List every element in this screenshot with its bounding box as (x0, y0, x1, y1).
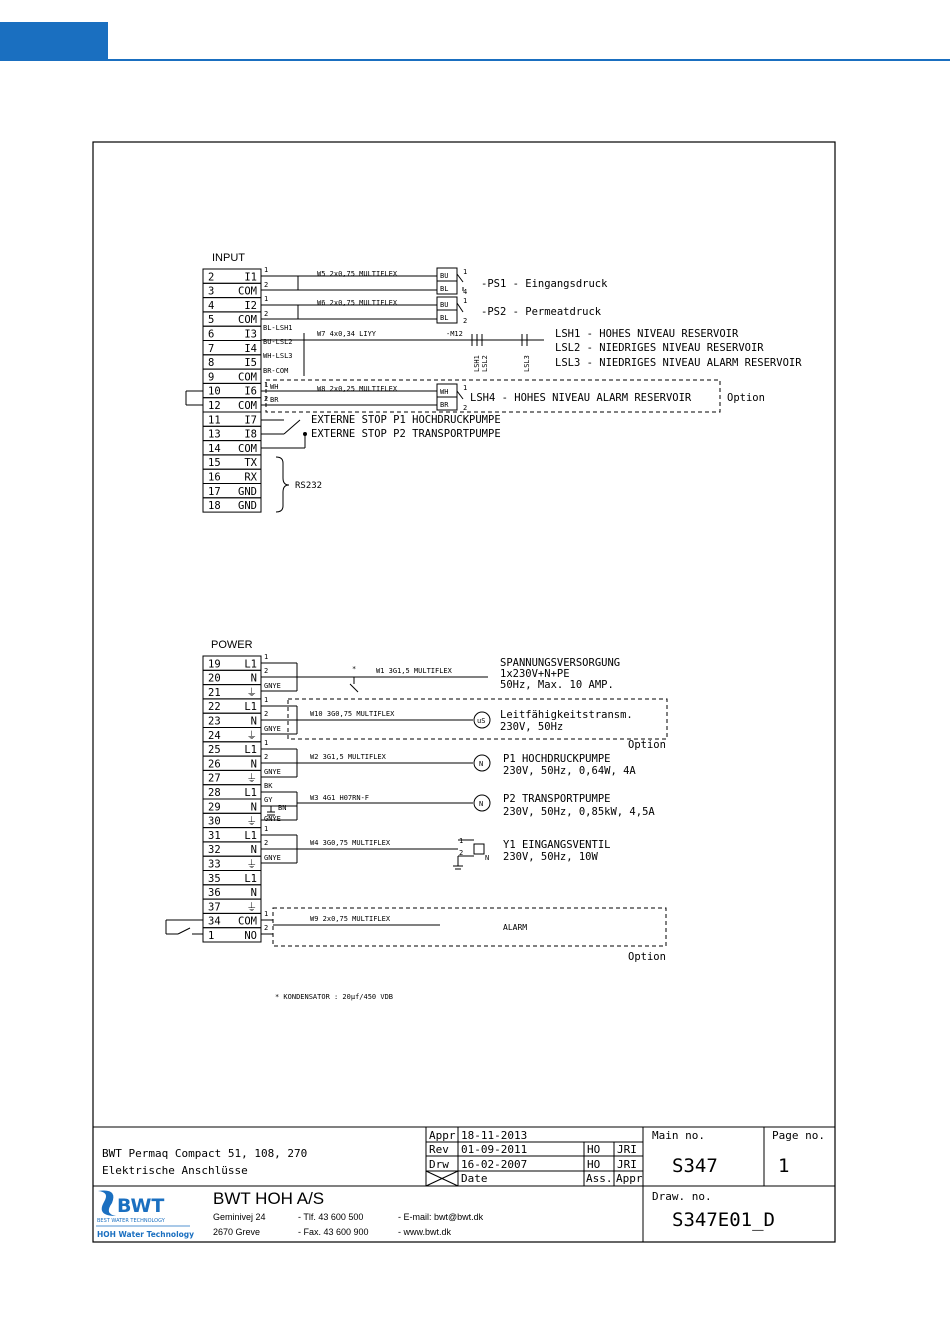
tag-bl: BL (440, 285, 449, 293)
svg-text:Appr: Appr (616, 1172, 643, 1185)
svg-text:GY: GY (264, 796, 273, 804)
power-terminal-name: ⏚ (246, 858, 257, 871)
svg-text:JRI: JRI (617, 1143, 637, 1156)
power-terminal-name: NO (244, 930, 257, 942)
svg-text:1: 1 (264, 910, 269, 918)
power-option-2: Option (628, 951, 666, 963)
power-terminal-number: 32 (208, 844, 221, 857)
input-terminal-name: I2 (244, 299, 257, 312)
svg-text:1: 1 (463, 268, 468, 276)
y1-line1: Y1 EINGANGSVENTIL (503, 839, 611, 851)
power-terminal-number: 30 (208, 815, 221, 828)
svg-text:4: 4 (463, 288, 468, 296)
input-terminal-name: RX (244, 471, 257, 484)
svg-text:1: 1 (463, 384, 468, 392)
power-terminal-name: ⏚ (246, 686, 257, 699)
svg-text:Date: Date (461, 1172, 488, 1185)
cable-w2: W2 3G1,5 MULTIFLEX (310, 753, 386, 761)
device-ps1: -PS1 - Eingangsdruck (481, 278, 608, 290)
cable-w3: W3 4G1 H07RN-F (310, 794, 370, 802)
y1-line2: 230V, 50Hz, 10W (503, 851, 598, 863)
svg-text:Appr: Appr (429, 1129, 456, 1142)
input-terminal-strip (203, 269, 261, 512)
device-rs232: RS232 (295, 481, 323, 491)
supply-line1: SPANNUNGSVERSORGUNG (500, 657, 621, 669)
input-terminal-number: 8 (208, 357, 215, 370)
svg-text:Drw: Drw (429, 1158, 449, 1171)
power-terminal-number: 31 (208, 829, 221, 842)
svg-text:Main no.: Main no. (652, 1129, 705, 1142)
supply-line3: 50Hz, Max. 10 AMP. (500, 679, 614, 691)
cable-w8: W8 2x0,25 MULTIFLEX (317, 385, 398, 393)
power-terminal-name: L1 (244, 658, 257, 671)
svg-text:1: 1 (264, 381, 269, 389)
input-terminal-number: 14 (208, 442, 221, 455)
motor-p1-symbol: N (479, 760, 484, 768)
input-terminal-name: COM (238, 442, 257, 455)
svg-text:GNYE: GNYE (264, 815, 281, 823)
power-terminal-name: N (250, 801, 257, 814)
p2-line2: 230V, 50Hz, 0,85kW, 4,5A (503, 806, 655, 818)
input-terminal-number: 6 (208, 328, 215, 341)
power-terminal-name: L1 (244, 701, 257, 714)
svg-text:1: 1 (264, 739, 269, 747)
svg-text:BN: BN (278, 804, 287, 812)
svg-text:HO: HO (587, 1143, 601, 1156)
svg-text:2: 2 (264, 753, 269, 761)
input-terminal-number: 4 (208, 299, 215, 312)
input-terminal-name: GND (238, 485, 257, 498)
input-option: Option (727, 392, 765, 404)
valve-symbol: N (485, 854, 490, 862)
appr-date: 18-11-2013 (461, 1129, 528, 1142)
power-texts (264, 653, 666, 1001)
power-terminal-name: N (250, 758, 257, 771)
rev-date: 01-09-2011 (461, 1143, 528, 1156)
power-terminal-strip (203, 656, 261, 942)
tag-bu: BU (440, 272, 449, 280)
svg-text:2: 2 (264, 839, 269, 847)
power-terminal-name: L1 (244, 872, 257, 885)
power-terminal-number: 29 (208, 801, 221, 814)
input-terminal-number: 17 (208, 485, 221, 498)
svg-text:2: 2 (463, 404, 468, 412)
power-terminal-number: 21 (208, 686, 221, 699)
power-terminal-number: 37 (208, 901, 221, 914)
svg-text:- www.bwt.dk: - www.bwt.dk (398, 1227, 452, 1237)
cable-w6: W6 2x0,75 MULTIFLEX (317, 299, 398, 307)
input-terminal-name: I8 (244, 428, 257, 441)
cable-w4: W4 3G0,75 MULTIFLEX (310, 839, 391, 847)
device-lsh4: LSH4 - HOHES NIVEAU ALARM RESERVOIR (470, 392, 692, 404)
power-terminal-number: 20 (208, 672, 221, 685)
project-title: BWT Permaq Compact 51, 108, 270 (102, 1147, 308, 1160)
tag-wh: WH (440, 388, 449, 396)
power-terminal-number: 27 (208, 772, 221, 785)
input-terminal-number: 13 (208, 428, 221, 441)
company-name: BWT HOH A/S (213, 1189, 325, 1208)
tag-br: BR (440, 401, 449, 409)
svg-text:1: 1 (463, 297, 468, 305)
svg-text:Ass.: Ass. (586, 1172, 613, 1185)
alarm-label: ALARM (503, 923, 528, 932)
p2-line1: P2 TRANSPORTPUMPE (503, 793, 611, 805)
svg-text:2: 2 (264, 924, 269, 932)
power-terminal-number: 25 (208, 744, 221, 757)
svg-text:- E-mail: bwt@bwt.dk: - E-mail: bwt@bwt.dk (398, 1212, 484, 1222)
input-terminal-name: I7 (244, 414, 257, 427)
svg-text:HO: HO (587, 1158, 601, 1171)
power-terminal-number: 22 (208, 701, 221, 714)
input-terminal-number: 15 (208, 457, 221, 470)
drawing-frame (93, 142, 835, 1242)
power-title: POWER (211, 639, 253, 651)
power-terminal-name: ⏚ (246, 815, 257, 828)
main-number: S347 (672, 1155, 718, 1177)
power-terminal-name: COM (238, 915, 257, 928)
svg-text:Rev: Rev (429, 1143, 449, 1156)
wire-tag-br-com: BR-COM (263, 367, 289, 375)
power-terminal-name: L1 (244, 744, 257, 757)
svg-text:1: 1 (264, 295, 269, 303)
input-terminal-number: 5 (208, 314, 215, 327)
input-terminal-name: COM (238, 371, 257, 384)
input-terminal-number: 2 (208, 271, 215, 284)
project-subtitle: Elektrische Anschlüsse (102, 1164, 248, 1177)
power-terminal-number: 28 (208, 787, 221, 799)
power-terminal-number: 36 (208, 887, 221, 900)
svg-text:GNYE: GNYE (264, 682, 281, 690)
company-block (96, 1189, 484, 1239)
svg-text:- Fax. 43 600 900: - Fax. 43 600 900 (298, 1227, 369, 1237)
power-terminal-number: 19 (208, 658, 221, 671)
device-stop2: EXTERNE STOP P2 TRANSPORTPUMPE (311, 428, 501, 440)
device-lsh1: LSH1 - HOHES NIVEAU RESERVOIR (555, 328, 739, 340)
power-terminal-number: 34 (208, 915, 221, 928)
cond-line1: Leitfähigkeitstransm. (500, 709, 633, 721)
cable-w1: W1 3G1,5 MULTIFLEX (376, 667, 452, 675)
device-stop1: EXTERNE STOP P1 HOCHDRUCKPUMPE (311, 414, 501, 426)
cable-w9: W9 2x0,75 MULTIFLEX (310, 915, 391, 923)
input-terminal-number: 18 (208, 500, 221, 513)
svg-text:2: 2 (459, 849, 464, 857)
svg-text:GNYE: GNYE (264, 854, 281, 862)
power-terminal-name: L1 (244, 829, 257, 842)
power-terminal-number: 23 (208, 715, 221, 728)
power-terminal-name: N (250, 672, 257, 685)
wire-tag-wh-lsl3: WH-LSL3 (263, 352, 293, 360)
kondensator-note: * KONDENSATOR : 20µf/450 VDB (275, 993, 394, 1001)
input-terminal-name: GND (238, 500, 257, 513)
power-terminal-number: 35 (208, 872, 221, 885)
svg-text:1: 1 (264, 266, 269, 274)
tag-bu2: BU (440, 301, 449, 309)
input-terminal-name: I1 (244, 271, 257, 284)
input-terminal-number: 12 (208, 400, 221, 412)
power-terminal-number: 33 (208, 858, 221, 871)
p1-line2: 230V, 50Hz, 0,64W, 4A (503, 765, 636, 777)
svg-text:2: 2 (264, 710, 269, 718)
svg-text:Page no.: Page no. (772, 1129, 825, 1142)
sensor-tag-lsl2: LSL2 (481, 355, 489, 372)
motor-p2-symbol: N (479, 800, 484, 808)
svg-text:2670 Greve: 2670 Greve (213, 1227, 261, 1237)
us-symbol: uS (477, 717, 486, 725)
power-terminal-number: 26 (208, 758, 221, 771)
svg-text:BK: BK (264, 782, 273, 790)
logo-sub: BEST WATER TECHNOLOGY (97, 1218, 165, 1224)
power-terminal-name: ⏚ (246, 729, 257, 742)
input-title: INPUT (212, 252, 245, 264)
w1-star: * (352, 665, 357, 673)
svg-text:Geminivej 24: Geminivej 24 (213, 1212, 266, 1222)
power-terminal-number: 24 (208, 729, 221, 742)
svg-text:Draw. no.: Draw. no. (652, 1190, 712, 1203)
input-terminal-name: COM (238, 314, 257, 327)
svg-text:JRI: JRI (617, 1158, 637, 1171)
drw-date: 16-02-2007 (461, 1158, 528, 1171)
input-terminal-name: I4 (244, 342, 257, 355)
input-terminal-name: I3 (244, 328, 257, 341)
wire-tag-bl-lsh1: BL-LSH1 (263, 324, 293, 332)
bwt-logo (96, 1191, 194, 1240)
logo-hoh: HOH Water Technology (97, 1230, 195, 1239)
page-number: 1 (778, 1155, 790, 1177)
sensor-tag-lsh1: LSH1 (473, 355, 481, 372)
cable-w10: W10 3G0,75 MULTIFLEX (310, 710, 395, 718)
tag-bl2: BL (440, 314, 449, 322)
svg-text:- Tlf. 43 600 500: - Tlf. 43 600 500 (298, 1212, 364, 1222)
wire-tag-wh: WH (270, 383, 279, 391)
svg-text:1: 1 (459, 837, 464, 845)
power-terminal-name: ⏚ (246, 901, 257, 914)
svg-text:2: 2 (264, 395, 269, 403)
input-terminal-number: 16 (208, 471, 221, 484)
power-terminal-number: 1 (208, 930, 215, 942)
sensor-tag-lsl3: LSL3 (523, 355, 531, 372)
input-texts (263, 266, 802, 491)
wire-tag-br: BR (270, 396, 279, 404)
svg-text:GNYE: GNYE (264, 768, 281, 776)
cable-w7: W7 4x0,34 LIYY (317, 330, 377, 338)
svg-text:1: 1 (264, 825, 269, 833)
input-terminal-number: 7 (208, 342, 215, 355)
supply-line2: 1x230V+N+PE (500, 668, 570, 680)
p1-line1: P1 HOCHDRUCKPUMPE (503, 753, 611, 765)
input-terminal-name: I5 (244, 357, 257, 370)
device-lsl2: LSL2 - NIEDRIGES NIVEAU RESERVOIR (555, 342, 764, 354)
svg-text:2: 2 (264, 281, 269, 289)
cond-line2: 230V, 50Hz (500, 721, 564, 733)
power-terminal-name: N (250, 844, 257, 857)
device-lsl3: LSL3 - NIEDRIGES NIVEAU ALARM RESERVOIR (555, 357, 802, 369)
wire-tag-bu-lsl2: BU-LSL2 (263, 338, 293, 346)
input-terminal-name: COM (238, 400, 257, 412)
drawing-number: S347E01_D (672, 1209, 775, 1231)
device-ps2: -PS2 - Permeatdruck (481, 306, 602, 318)
input-terminal-name: TX (244, 457, 257, 470)
svg-text:2: 2 (264, 310, 269, 318)
device-m12: -M12 (446, 330, 463, 338)
power-terminal-name: L1 (244, 787, 257, 799)
input-terminal-number: 10 (208, 385, 221, 398)
svg-text:1: 1 (264, 653, 269, 661)
cable-w5: W5 2x0,75 MULTIFLEX (317, 270, 398, 278)
power-option-1: Option (628, 739, 666, 751)
svg-text:1: 1 (264, 696, 269, 704)
power-terminal-name: ⏚ (246, 772, 257, 785)
input-terminal-number: 9 (208, 371, 215, 384)
input-terminal-number: 3 (208, 285, 215, 298)
input-terminal-name: COM (238, 285, 257, 298)
svg-text:2: 2 (463, 317, 468, 325)
input-terminal-name: I6 (244, 385, 257, 398)
power-terminal-name: N (250, 887, 257, 900)
svg-text:GNYE: GNYE (264, 725, 281, 733)
svg-text:2: 2 (264, 667, 269, 675)
logo-text: BWT (117, 1195, 165, 1217)
power-terminal-name: N (250, 715, 257, 728)
input-terminal-number: 11 (208, 414, 221, 427)
